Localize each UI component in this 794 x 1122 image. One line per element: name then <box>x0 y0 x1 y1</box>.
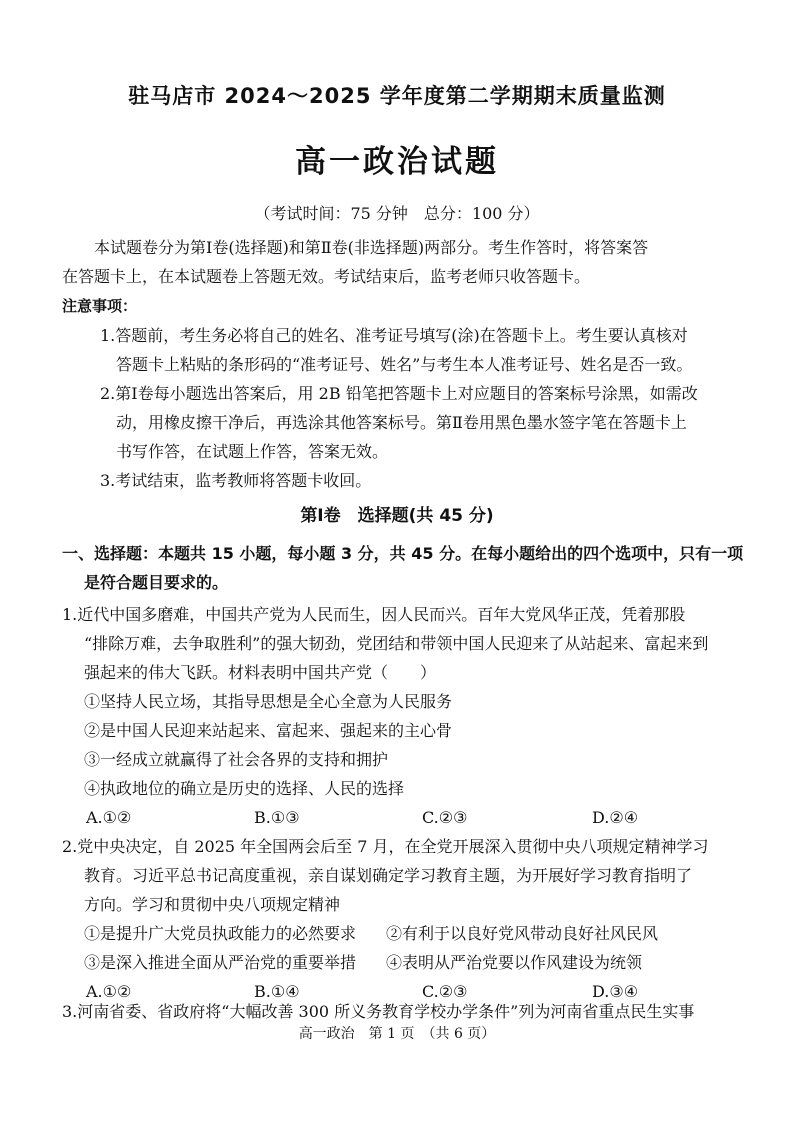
q1-option-b: B.①③ <box>254 808 300 827</box>
notice-item-1-line-2: 答题卡上粘贴的条形码的“准考证号、姓名”与考生本人准考证号、姓名是否一致。 <box>116 355 693 374</box>
notice-item-3-line-1: 3.考试结束，监考教师将答题卡收回。 <box>100 471 372 490</box>
q1-stem-line-2: “排除万难，去争取胜利”的强大韧劲，党团结和带领中国人民迎来了从站起来、富起来到 <box>84 634 709 653</box>
intro-line-2: 在答题卡上，在本试题卷上答题无效。考试结束后，监考老师只收答题卡。 <box>62 267 591 286</box>
q2-stem-line-2: 教育。习近平总书记高度重视，亲自谋划确定学习教育主题，为开展好学习教育指明了 <box>84 866 693 885</box>
notice-item-2-line-2: 动，用橡皮擦干净后，再选涂其他答案标号。第Ⅱ卷用黑色墨水签字笔在答题卡上 <box>116 413 687 432</box>
page-footer: 高一政治 第 1 页 （共 6 页） <box>298 1026 496 1042</box>
q1-statement-2: ②是中国人民迎来站起来、富起来、强起来的主心骨 <box>84 721 453 740</box>
notice-item-2-line-3: 书写作答，在试题上作答，答案无效。 <box>116 442 389 461</box>
q2-statement-4: ④表明从严治党要以作风建设为统领 <box>386 953 643 972</box>
q1-stem-line-3: 强起来的伟大飞跃。材料表明中国共产党（ ） <box>84 663 437 682</box>
q2-option-c: C.②③ <box>422 982 468 1001</box>
q1-statement-3: ③一经成立就赢得了社会各界的支持和拥护 <box>84 750 389 769</box>
exam-subject-title: 高一政治试题 <box>295 144 499 180</box>
q2-option-a: A.①② <box>86 982 132 1001</box>
q2-option-b: B.①④ <box>254 982 300 1001</box>
q2-statement-3: ③是深入推进全面从严治党的重要举措 <box>84 953 357 972</box>
q1-stem-line-1: 1.近代中国多磨难，中国共产党为人民而生，因人民而兴。百年大党风华正茂，凭着那股 <box>62 605 686 624</box>
intro-line-1: 本试题卷分为第Ⅰ卷(选择题)和第Ⅱ卷(非选择题)两部分。考生作答时，将答案答 <box>94 238 649 257</box>
q2-statement-2: ②有利于以良好党风带动良好社风民风 <box>386 924 659 943</box>
q2-option-d: D.③④ <box>592 982 639 1001</box>
q1-option-c: C.②③ <box>422 808 468 827</box>
q2-statement-1: ①是提升广大党员执政能力的必然要求 <box>84 924 357 943</box>
q3-stem-line-1: 3.河南省委、省政府将“大幅改善 300 所义务教育学校办学条件”列为河南省重点民生实事 <box>62 1002 695 1021</box>
section-1-title: 第Ⅰ卷 选择题(共 45 分) <box>300 506 494 526</box>
q2-stem-line-3: 方向。学习和贯彻中央八项规定精神 <box>84 895 341 914</box>
q2-stem-line-1: 2.党中央决定，自 2025 年全国两会后至 7 月，在全党开展深入贯彻中央八项规定精神学习 <box>62 837 709 856</box>
exam-header-title: 驻马店市 2024～2025 学年度第二学期期末质量监测 <box>128 84 666 108</box>
q1-statement-1: ①坚持人民立场，其指导思想是全心全意为人民服务 <box>84 692 453 711</box>
notice-item-2-line-1: 2.第Ⅰ卷每小题选出答案后，用 2B 铅笔把答题卡上对应题目的答案标号涂黑，如需改 <box>100 384 698 403</box>
q1-option-d: D.②④ <box>592 808 639 827</box>
q1-option-a: A.①② <box>86 808 132 827</box>
q1-statement-4: ④执政地位的确立是历史的选择、人民的选择 <box>84 779 405 798</box>
notice-heading: 注意事项： <box>62 297 138 315</box>
section-1-instruction-line-1: 一、选择题：本题共 15 小题，每小题 3 分，共 45 分。在每小题给出的四个选项中，只有一项 <box>62 544 744 563</box>
exam-time-score-info: （考试时间：75 分钟 总分：100 分） <box>254 204 540 223</box>
section-1-instruction-line-2: 是符合题目要求的。 <box>84 573 229 592</box>
notice-item-1-line-1: 1.答题前，考生务必将自己的姓名、准考证号填写(涂)在答题卡上。考生要认真核对 <box>100 326 688 345</box>
